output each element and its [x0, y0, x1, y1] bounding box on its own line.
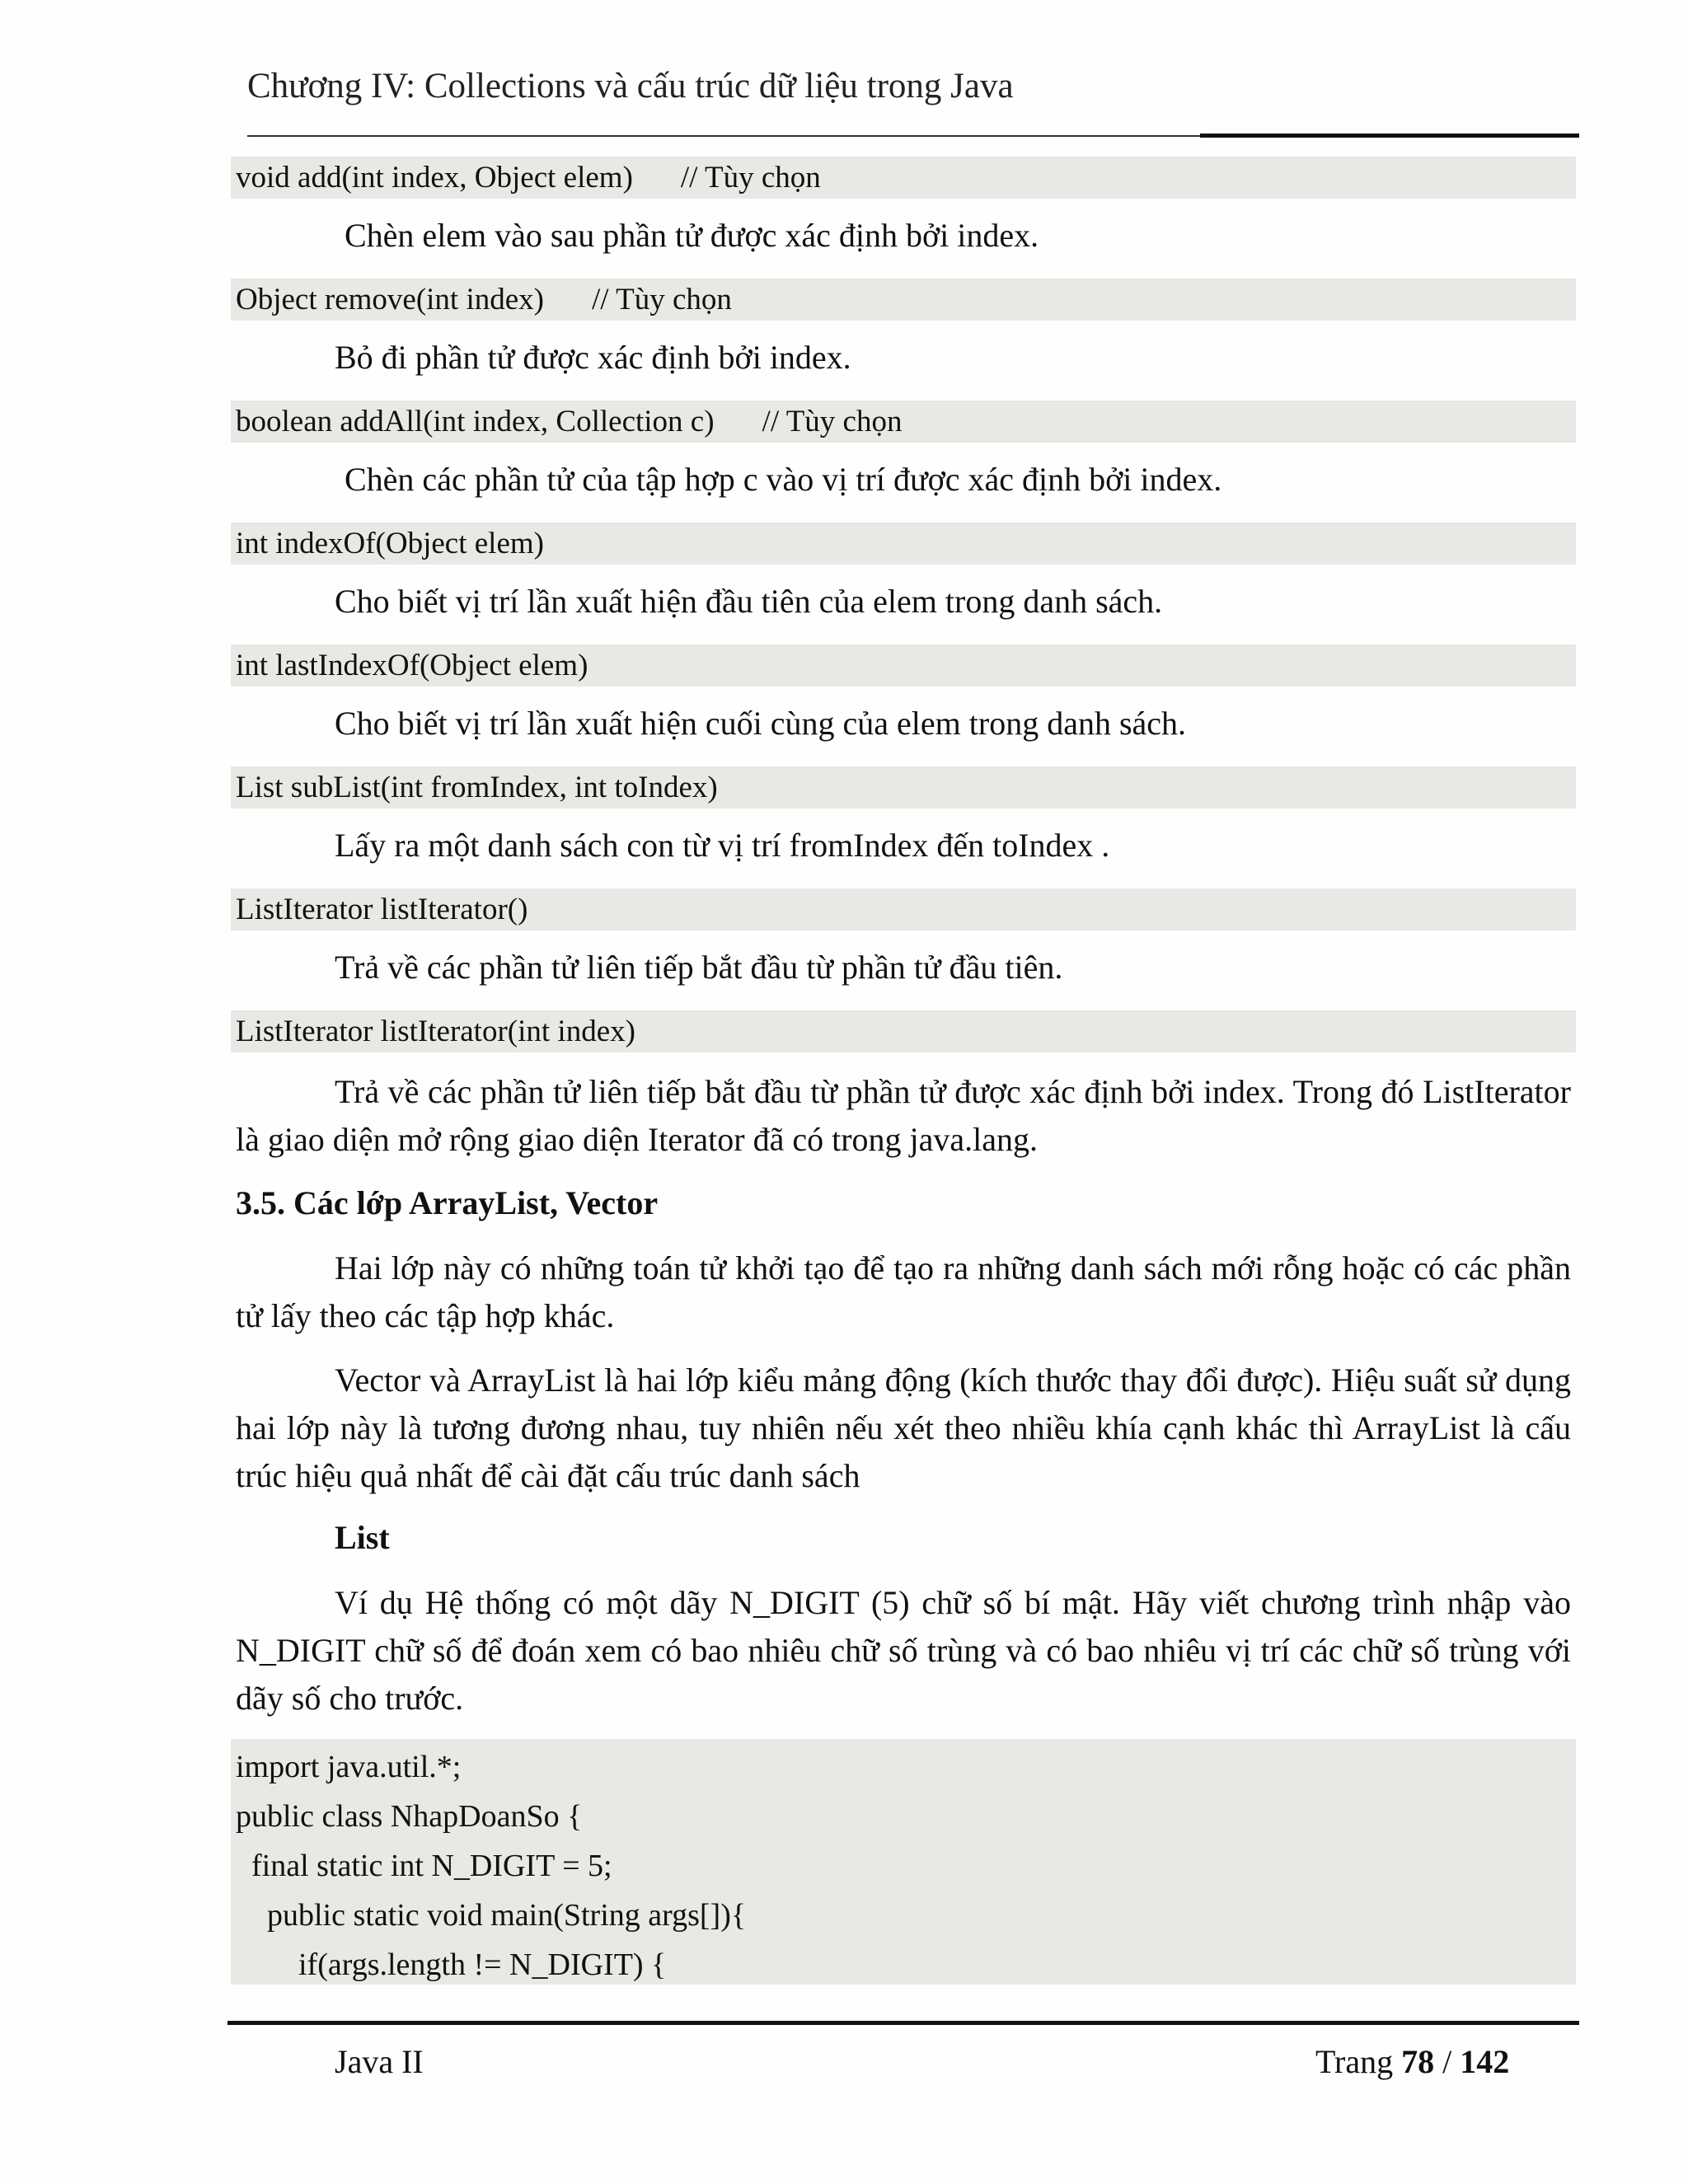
footer-rule [227, 2021, 1579, 2025]
page-prefix: Trang [1315, 2043, 1402, 2080]
method-description: Cho biết vị trí lần xuất hiện đầu tiên của elem trong danh sách. [335, 583, 1163, 620]
method-comment: // Tùy chọn [680, 161, 821, 194]
page-total: 142 [1460, 2043, 1510, 2080]
method-signature-listiterator-index [231, 1010, 1576, 1052]
method-description: Lấy ra một danh sách con từ vị trí fromIndex đến toIndex . [335, 827, 1110, 864]
page-separator: / [1434, 2043, 1461, 2080]
page-header-title: Chương IV: Collections và cấu trúc dữ liệu trong Java [247, 67, 1014, 105]
method-code: Object remove(int index) [236, 283, 544, 316]
footer-book-title: Java II [335, 2043, 424, 2080]
code-line: import java.util.*; [236, 1750, 462, 1784]
header-rule [247, 135, 1203, 137]
method-description: Chèn elem vào sau phần tử được xác định bởi index. [345, 217, 1039, 254]
method-description: Bỏ đi phần tử được xác định bởi index. [335, 339, 851, 376]
method-comment: // Tùy chọn [762, 405, 903, 438]
method-code: int indexOf(Object elem) [236, 527, 544, 560]
page-current: 78 [1401, 2043, 1435, 2080]
method-signature-indexof [231, 523, 1576, 565]
paragraph: Hai lớp này có những toán tử khởi tạo để tạo ra những danh sách mới rỗng hoặc có các phần tử lấy theo các tập hợp khác. [236, 1249, 1571, 1334]
method-signature-remove [231, 279, 1576, 321]
header-rule-accent [1200, 134, 1579, 138]
method-signature-listiterator [231, 888, 1576, 930]
paragraph: Ví dụ Hệ thống có một dãy N_DIGIT (5) chữ số bí mật. Hãy viết chương trình nhập vào N_DIGIT chữ số để đoán xem có bao nhiêu chữ số trùng và có bao nhiêu vị trí các chữ số trùng với dãy số cho trước. [236, 1584, 1571, 1717]
method-description: Trả về các phần tử liên tiếp bắt đầu từ phần tử đầu tiên. [335, 949, 1063, 986]
method-code: List subList(int fromIndex, int toIndex) [236, 771, 718, 804]
method-code: ListIterator listIterator() [236, 893, 528, 926]
section-heading: 3.5. Các lớp ArrayList, Vector [236, 1184, 659, 1221]
paragraph: Vector và ArrayList là hai lớp kiểu mảng động (kích thước thay đổi được). Hiệu suất sử dụng hai lớp này là tương đương nhau, tuy nhiên nếu xét theo nhiều khía cạnh khác thì ArrayList là cấu trúc hiệu quả nhất để cài đặt cấu trúc danh sách [236, 1361, 1571, 1494]
method-code: boolean addAll(int index, Collection c) [236, 405, 715, 438]
method-signature-add [231, 157, 1576, 199]
method-code: void add(int index, Object elem) [236, 161, 633, 194]
code-block [231, 1739, 1576, 1985]
method-signature-lastindexof [231, 644, 1576, 687]
method-signature-addall [231, 401, 1576, 443]
method-description: Trả về các phần tử liên tiếp bắt đầu từ phần tử được xác định bởi index. Trong đó ListIterator là giao diện mở rộng giao diện Iterator đã có trong java.lang. [236, 1073, 1571, 1158]
method-comment: // Tùy chọn [591, 283, 732, 316]
page-number [1315, 2042, 1509, 2081]
code-line: if(args.length != N_DIGIT) { [236, 1947, 667, 1982]
code-line: public static void main(String args[]){ [236, 1898, 747, 1933]
method-description: Chèn các phần tử của tập hợp c vào vị trí được xác định bởi index. [345, 461, 1222, 498]
code-line: public class NhapDoanSo { [236, 1799, 583, 1834]
method-code: ListIterator listIterator(int index) [236, 1015, 635, 1048]
code-line: final static int N_DIGIT = 5; [236, 1849, 612, 1883]
subheading: List [335, 1519, 390, 1556]
method-description: Cho biết vị trí lần xuất hiện cuối cùng của elem trong danh sách. [335, 705, 1187, 742]
method-code: int lastIndexOf(Object elem) [236, 649, 588, 682]
method-signature-sublist [231, 766, 1576, 808]
